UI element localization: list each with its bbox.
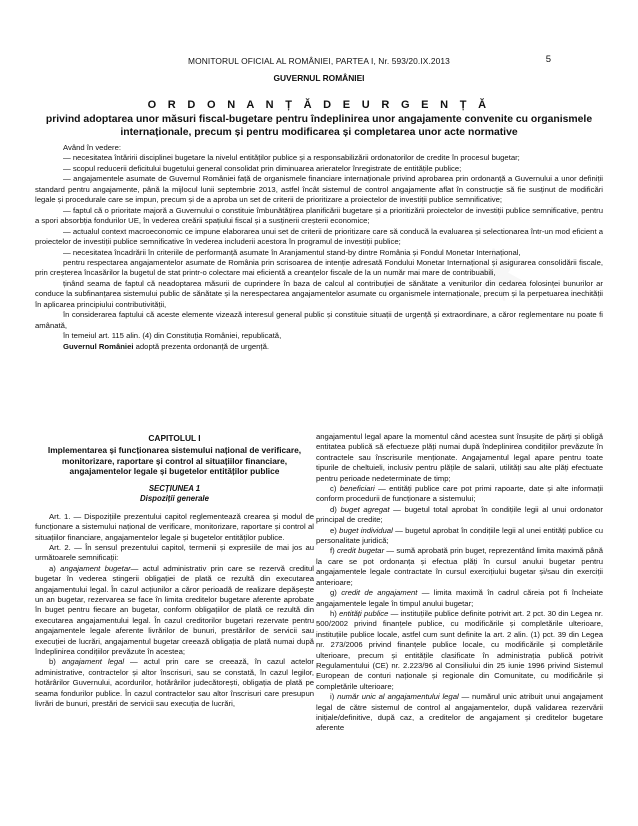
- definition-term: beneficiari: [339, 484, 375, 494]
- definition-prefix: h): [330, 608, 340, 618]
- article-paragraph: Art. 2. — În sensul prezentului capitol, termenii și expresiile de mai jos au următoarele semnificații:: [35, 542, 314, 563]
- preamble-paragraph: — scopul reducerii deficitului bugetului general consolidat prin diminuarea arieratelor înregistrate de entitățile publice;: [63, 163, 462, 173]
- definition-text: — bugetul aprobat în condițiile legii al unei entități publice cu personalitate juridică;: [316, 525, 603, 546]
- definition-term: entități publice: [339, 608, 389, 618]
- running-title: MONITORUL OFICIAL AL ROMÂNIEI, PARTEA I, Nr. 593/20.IX.2013: [188, 56, 450, 66]
- definition-f: [316, 546, 603, 588]
- definition-term: număr unic al angajamentului legal: [337, 692, 459, 702]
- definition-text: — bugetul total aprobat în condițiile legii al unui ordonator principal de credite;: [316, 504, 603, 525]
- document-type: O R D O N A N Ț Ă D E U R G E N Ț Ă: [147, 99, 491, 111]
- definition-prefix: c): [330, 484, 340, 494]
- definition-text: — entități publice care pot primi rapoarte, date și alte informații conform procedurii de funcționare a sistemului;: [316, 484, 603, 504]
- definition-term: angajament legal: [61, 657, 125, 667]
- document-title: privind adoptarea unor măsuri fiscal-bugetare pentru îndeplinirea unor angajamente convenite cu organismele internaționale, precum și pentru modificarea și completarea unor acte normative: [45, 114, 593, 139]
- watermark: ✶: [462, 233, 537, 322]
- preamble-paragraph: — faptul că o prioritate majoră a Guvernului o constituie îmbunătățirea planificării bugetare și a prioritizării proiectelor de investiții publice semnificative, pentru a spori absorbția fondurilor UE, în vederea creării spațiului fiscal și a susținerii creșterii economice;: [35, 205, 603, 226]
- definition-prefix: b): [49, 657, 62, 667]
- definition-i: [316, 692, 603, 734]
- section-label: SECȚIUNEA 1: [148, 483, 201, 493]
- definition-term: buget individual: [339, 525, 393, 535]
- definition-e: [316, 526, 603, 547]
- definition-d: [316, 505, 603, 526]
- preamble-paragraph: ținând seama de faptul că neadoptarea măsurii de cuprindere în baza de calcul al contribuției de sănătate a veniturilor din cedarea folosinței bunurilor ar conduce la subfinanțarea sistemului public de sănătate și la nerespectarea angajamentelor asumate cu organismele internaționale, precum și la perpetuarea inechității în aplicarea principiului contributivității,: [35, 278, 603, 309]
- left-column: [35, 433, 314, 709]
- enacting-rest: adoptă prezenta ordonanță de urgență.: [133, 341, 269, 351]
- definition-text: — actul prin care se creează, în cazul actelor administrative, contractelor și altor înscrisuri, sau se constată, în cazul legilor, hotărârilor Guvernului, acordurilor, hotărârilor judecătorești, obligația de plată pe seama fondurilor publice. În cazul contractelor sau altor înscrisuri care presupun livrări de bunuri, prestări de servicii sau execuția de lucrări,: [35, 657, 314, 709]
- definition-b: [35, 657, 314, 709]
- enacting-clause: [35, 342, 603, 352]
- definition-term: credit bugetar: [336, 546, 385, 556]
- issuer: GUVERNUL ROMÂNIEI: [273, 73, 365, 83]
- preamble-paragraph: — necesitatea întăririi disciplinei bugetare la nivelul entităților publice și a responsabilizării ordonatorilor de credite în procesul bugetar;: [63, 153, 520, 163]
- preamble-paragraph: — angajamentele asumate de Guvernul României față de organismele financiare internaționale privind aprobarea prin ordonanță a Guvernului a unor definiții standard pentru angajamente, până la mijlocul lunii septembrie 2013, astfel încât sistemul de control angajamente aflat în construcție să fie susținut de modificări legale și procedurale care se impun, precum și de a aproba un set de criterii de prioritizare a proiectelor de investiții publice semnificative;: [35, 174, 603, 205]
- definition-a: [35, 564, 314, 658]
- definition-text: — sumă aprobată prin buget, reprezentând limita maximă până la care se pot ordonanța și efectua plăți în cursul anului bugetar pentru angajamentele legale contractate în cursul exercițiului bugetar și/sau din exerciții anterioare;: [316, 546, 603, 587]
- definition-h: [316, 609, 603, 692]
- definition-c: [316, 484, 603, 505]
- preamble-paragraph: pentru respectarea angajamentelor asumate de România prin scrisoarea de intenție adresată Fondului Monetar Internațional și asigurarea consolidării fiscale, prin creșterea încasărilor la bugetul de stat printr-o colectare mai eficientă a creanțelor fiscale de la un număr mai mare de contribuabili,: [35, 257, 603, 278]
- preamble-paragraph: în temeiul art. 115 alin. (4) din Constituția României, republicată,: [63, 331, 282, 341]
- definition-prefix: f): [330, 546, 337, 556]
- preamble-paragraph: — actualul context macroeconomic ce impune elaborarea unui set de criterii de prioritizare care să conducă la evaluarea și selectionarea într-un mod eficient a proiectelor de investiții publice semnificative în vederea includerii acestora în programul de investiții publice;: [35, 226, 603, 247]
- enacting-actor: Guvernul României: [63, 341, 134, 351]
- definition-text: — actul administrativ prin care se rezervă creditul bugetar în vederea stingerii obligației de plată ce rezultă din executarea angajamentului legal. În cazul acțiunilor a căror perioadă de realizare depășește un an bugetar, rezervarea se face în limita creditelor bugetare aferente aprobate în buget pentru fiecare an bugetar, conform obligațiilor de plată ce rezultă din executarea angajamentului legal. În cazul creditorilor bugetari rezervate pentru angajamentele legale aferente livrărilor de bunuri, prestărilor de servicii sau execuției de lucrări, angajamentul bugetar creează obligația de plată numai după îndeplinirea condițiilor prevăzute în acestea;: [35, 563, 314, 656]
- definition-text: — instituțiile publice definite potrivit art. 2 pct. 30 din Legea nr. 500/2002 privind finanțele publice, cu modificările și completările ulterioare, instituțiile publice locale, astfel cum sunt definite la art. 2 alin. (1) pct. 39 din Legea nr. 273/2006 privind finanțele publice locale, cu modificările și completările ulterioare, precum și entitățile clasificate în administrația publică potrivit Regulamentului (CE) nr. 2.223/96 al Consiliului din 25 iunie 1996 privind Sistemul European de conturi naționale și regionale din Comunitate, cu modificările și completările ulterioare;: [316, 608, 603, 691]
- definition-prefix: g): [330, 588, 342, 598]
- preamble: [35, 143, 603, 352]
- preamble-paragraph: în considerarea faptului că aceste elemente vizează interesul general public și constituie situații de urgență și extraordinare, a căror reglementare nu poate fi amânată,: [35, 310, 603, 330]
- definition-term: credit de angajament: [341, 588, 418, 598]
- definition-text: — limita maximă în cadrul căreia pot fi încheiate angajamentele legale în timpul anului bugetar;: [316, 588, 603, 608]
- definition-term: angajament bugetar: [60, 563, 131, 573]
- definition-prefix: a): [49, 563, 61, 573]
- chapter-label: CAPITOLUL I: [148, 433, 201, 443]
- chapter-title: Implementarea și funcționarea sistemului național de verificare, monitorizare, raportare și control al situațiilor financiare, angajamentelor legale și bugetelor entităților publice: [47, 445, 302, 477]
- definition-term: buget agregat: [340, 504, 390, 514]
- right-column: [316, 432, 603, 734]
- article-paragraph: Art. 1. — Dispozițiile prezentului capitol reglementează crearea și modul de funcționare a sistemului național de verificare, monitorizare, raportare și control al situațiilor financiare, angajamentelor legale și bugetelor entităților publice.: [35, 511, 314, 542]
- definition-text: — numărul unic atribuit unui angajament legal de către sistemul de control al angajamentelor, după validarea rezervării inițiale/definitive, după caz, a creditelor de angajament și creditelor bugetare aferente: [316, 692, 603, 733]
- page-number: 5: [545, 54, 551, 65]
- preamble-paragraph: — necesitatea încadrării în criteriile de performanță asumate în Aranjamentul stand-by dintre România și Fondul Monetar Internațional,: [63, 247, 521, 257]
- definition-prefix: i): [330, 692, 338, 702]
- definition-prefix: d): [330, 504, 341, 514]
- definition-prefix: e): [330, 525, 340, 535]
- definition-g: [316, 588, 603, 609]
- section-title: Dispoziții generale: [140, 494, 209, 504]
- continued-paragraph: angajamentul legal apare la momentul când acestea sunt însușite de părți și obligă entitatea publică să efectueze plăți numai după îndeplinirea condițiilor prevăzute în contractele sau înscrisurile menționate. Angajamentul legal apare pentru toate tipurile de cheltuieli, inclusiv pentru plățile de salarii, utilități sau alte plăți efectuate pentru perioade nedeterminate de timp;: [316, 432, 603, 483]
- preamble-paragraph: Având în vedere:: [63, 143, 121, 152]
